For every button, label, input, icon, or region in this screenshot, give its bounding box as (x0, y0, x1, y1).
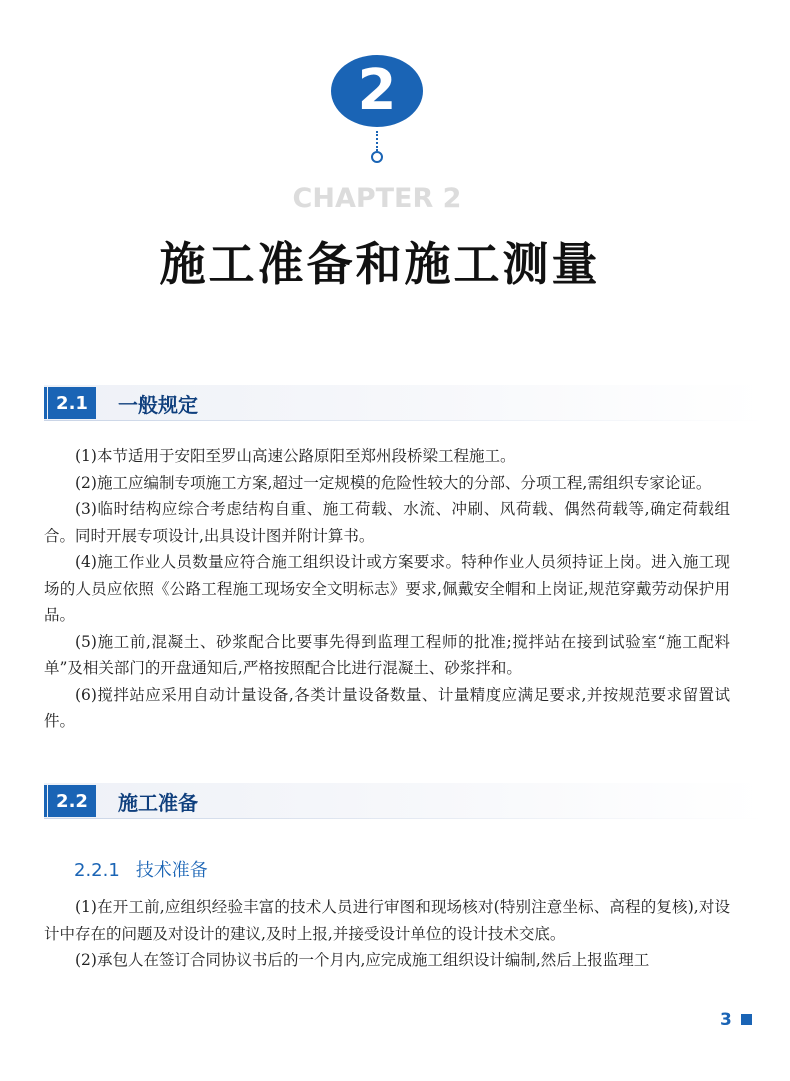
section-title: 施工准备 (118, 791, 198, 815)
section-number: 2.1 (48, 387, 96, 419)
chapter-number: 2 (357, 58, 397, 123)
section-2-2-body (44, 894, 730, 974)
section-number: 2.2 (48, 785, 96, 817)
badge-dotted-connector (376, 131, 378, 151)
paragraph: (4)施工作业人员数量应符合施工组织设计或方案要求。特种作业人员须持证上岗。进入施工现场的人员应依照《公路工程施工现场安全文明标志》要求,佩戴安全帽和上岗证,规范穿戴劳动保护用品。 (44, 553, 730, 624)
section-title: 一般规定 (118, 393, 198, 417)
paragraph: (1)在开工前,应组织经验丰富的技术人员进行审图和现场核对(特别注意坐标、高程的复核),对设计中存在的问题及对设计的建议,及时上报,并接受设计单位的设计技术交底。 (44, 898, 730, 943)
paragraph: (3)临时结构应综合考虑结构自重、施工荷载、水流、冲刷、风荷载、偶然荷载等,确定荷载组合。同时开展专项设计,出具设计图并附计算书。 (44, 500, 730, 545)
section-accent-bar (44, 387, 47, 419)
paragraph: (2)施工应编制专项施工方案,超过一定规模的危险性较大的分部、分项工程,需组织专家论证。 (75, 473, 712, 492)
subsection-number: 2.2.1 (74, 860, 120, 881)
chapter-label-en: CHAPTER 2 (292, 183, 462, 214)
subsection-title: 技术准备 (135, 860, 208, 881)
section-2-1-body (44, 443, 730, 735)
paragraph: (2)承包人在签订合同协议书后的一个月内,应完成施工组织设计编制,然后上报监理工 (75, 951, 650, 969)
section-accent-bar (44, 785, 47, 817)
paragraph: (5)施工前,混凝土、砂浆配合比要事先得到监理工程师的批准;搅拌站在接到试验室“施工配料单”及相关部门的开盘通知后,严格按照配合比进行混凝土、砂浆拌和。 (44, 632, 730, 677)
chapter-title: 施工准备和施工测量 (159, 237, 601, 291)
chapter-number-badge (331, 55, 423, 127)
paragraph: (6)搅拌站应采用自动计量设备,各类计量设备数量、计量精度应满足要求,并按规范要求留置试件。 (44, 685, 730, 730)
section-heading-2-1 (44, 385, 764, 421)
paragraph: (1)本节适用于安阳至罗山高速公路原阳至郑州段桥梁工程施工。 (75, 447, 516, 465)
subsection-heading-2-2-1 (74, 856, 208, 882)
section-heading-2-2 (44, 783, 764, 819)
badge-ring-icon (371, 151, 383, 163)
page-number: 3 (720, 1010, 732, 1030)
page-marker-square-icon (741, 1014, 752, 1025)
